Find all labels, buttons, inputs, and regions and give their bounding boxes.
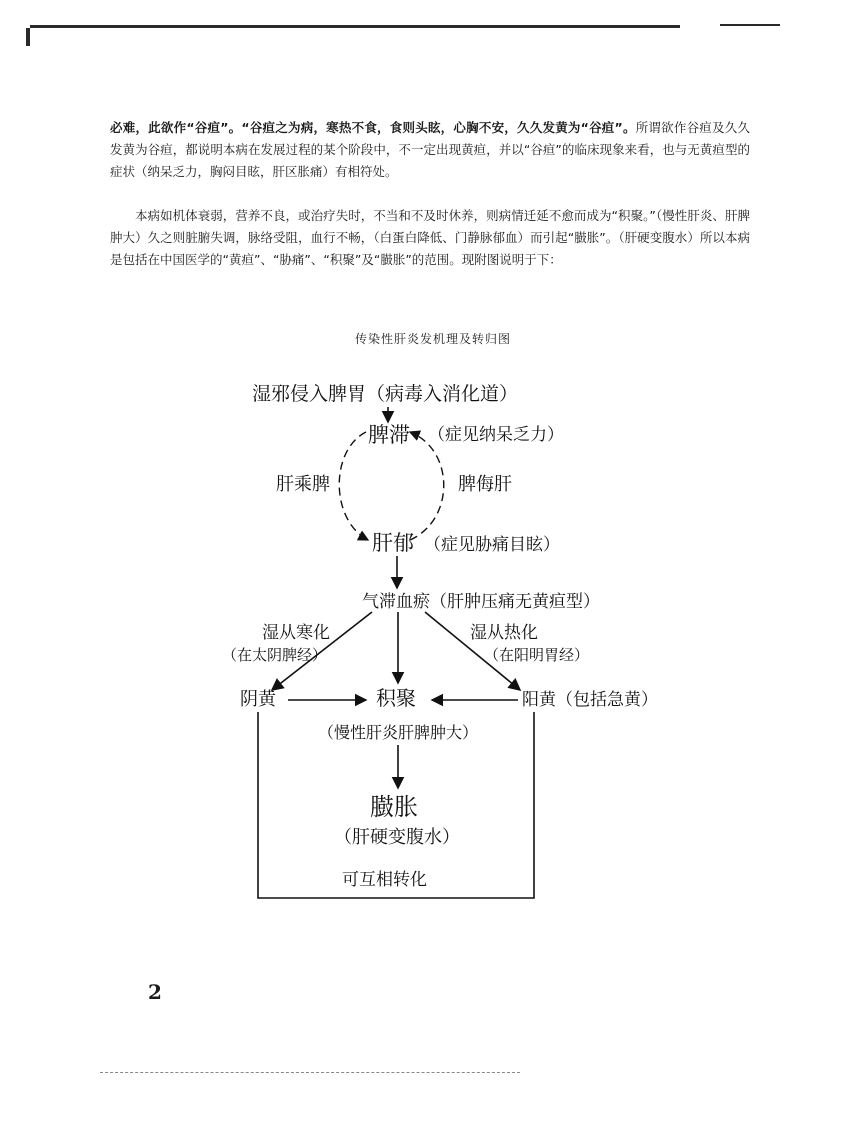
paragraph-2: 本病如机体衰弱，营养不良，或治疗失时，不当和不及时休养，则病情迁延不愈而成为“积聚。”（慢性肝炎、肝脾肿大）久之则脏腑失调，脉络受阻，血行不畅，（白蛋白降低、门静脉郁血）而引起“臌胀”。（肝硬变腹水）所以本病是包括在中国医学的“黄疸”、“胁痛”、“积聚”及“臌胀”的范围。现附图说明于下： [110,208,750,267]
node-yang: 阳黄（包括急黄） [522,690,658,710]
node-guzhang-note: （肝硬变腹水） [334,827,460,848]
label-heat-sub: （在阳明胃经） [484,646,590,664]
node-qi: 气滞血瘀（肝肿压痛无黄疸型） [362,592,600,612]
label-cold: 湿从寒化 [262,623,330,643]
arc-left [339,432,368,540]
scan-noise-bottom [100,1072,520,1073]
paragraph-1-bold: 必难，此欲作“谷疸”。“谷疸之为病，寒热不食，食则头眩，心胸不安，久久发黄为“谷疸”。 [110,120,636,135]
node-entry: 湿邪侵入脾胃（病毒入消化道） [252,383,519,405]
node-spleen-note: （症见纳呆乏力） [428,425,564,445]
node-spleen: 脾滞 [368,423,410,447]
node-yin: 阴黄 [240,689,276,710]
page-number: 2 [148,980,162,1004]
node-jiju-note: （慢性肝炎肝脾肿大） [318,723,479,742]
paragraph-1-rest: 所谓欲作谷疸及久久发黄为谷疸，都说明本病在发展过程的某个阶段中，不一定出现黄疸，并以“谷疸”的临床现象来看，也与无黄疸型的症状（纳呆乏力，胸闷目眩，肝区胀痛）有相符处。 [110,120,750,179]
node-liver-note: （症见胁痛目眩） [424,535,560,555]
label-mutual: 可互相转化 [342,870,427,890]
node-jiju: 积聚 [376,686,416,710]
node-liver: 肝郁 [372,531,414,555]
arc-right [410,432,444,540]
node-right-arc: 脾侮肝 [458,474,512,495]
label-heat: 湿从热化 [470,623,538,643]
label-cold-sub: （在太阴脾经） [222,646,328,664]
node-guzhang: 臌胀 [370,793,418,821]
figure-title: 传染性肝炎发机理及转归图 [354,332,511,346]
node-left-arc: 肝乘脾 [276,474,330,495]
